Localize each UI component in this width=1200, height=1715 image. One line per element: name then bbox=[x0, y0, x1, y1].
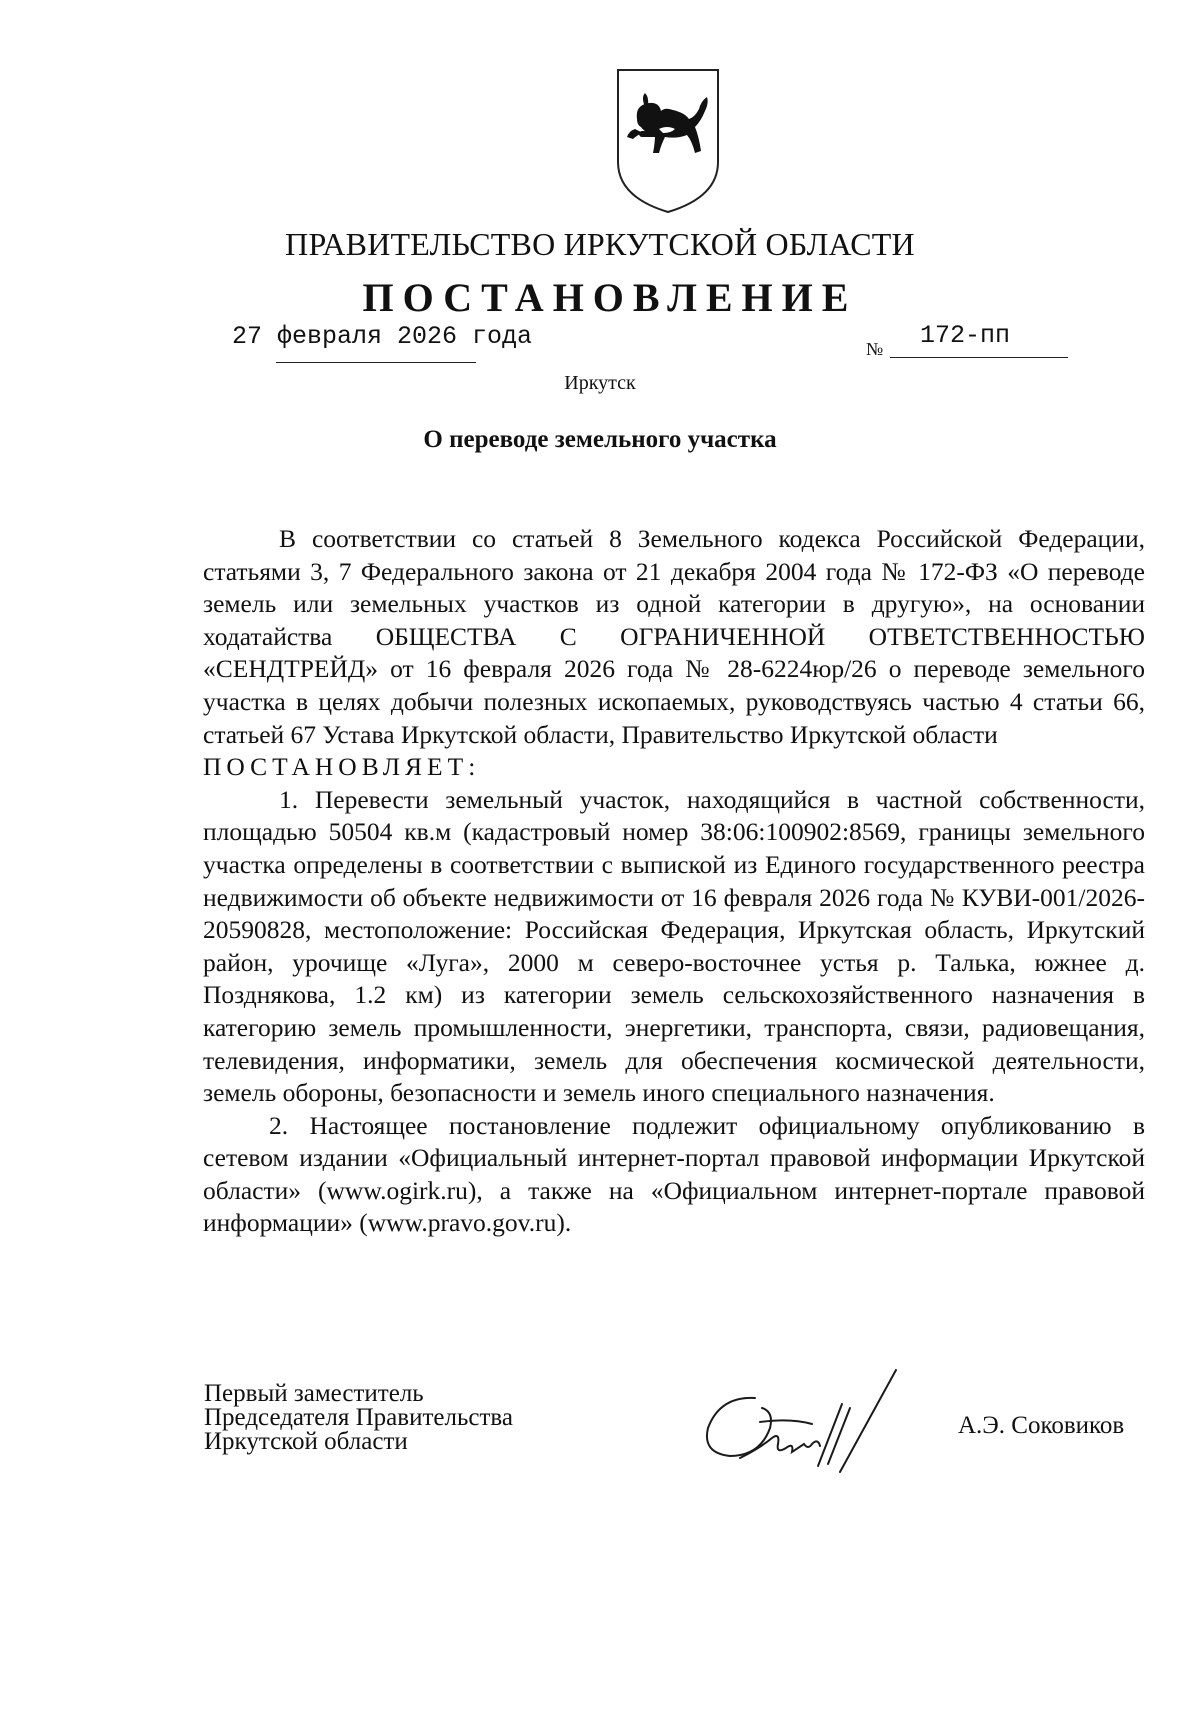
handwritten-signature bbox=[700, 1368, 905, 1476]
item-2-paragraph: 2. Настоящее постановление подлежит официальному опубликованию в сетевом издании «Официальный интернет-портал правовой информации Иркутской области» (www.ogirk.ru), а также на «Официальном интернет-портале правовой информации» (www.pravo.gov.ru). bbox=[203, 1110, 1145, 1238]
city-name: Иркутск bbox=[564, 372, 636, 394]
number-sign: № bbox=[866, 339, 884, 359]
item-1-paragraph: 1. Перевести земельный участок, находящийся в частной собственности, площадью 50504 кв.м (кадастровый номер 38:06:100902:8569, границы земельного участка определены в соответствии с выпиской из Единого государственного реестра недвижимости об объекте недвижимости от 16 февраля 2026 года № КУВИ-001/2026-20590828, местоположение: Российская Федерация, Иркутская область, Иркутский район, урочище «Луга», 2000 м северо-восточнее устья р. Талька, южнее д. Позднякова, 1.2 км) из категории земель сельскохозяйственного назначения в категорию земель промышленности, энергетики, транспорта, связи, радиовещания, телевидения, информатики, земель для обеспечения космической деятельности, земель обороны, безопасности и земель иного специального назначения. bbox=[203, 784, 1145, 1108]
signer-position-line: Первый заместитель bbox=[204, 1380, 424, 1407]
number-underline bbox=[890, 357, 1068, 358]
document-date: 27 февраля 2026 года bbox=[232, 322, 533, 351]
signer-position-line: Иркутской области bbox=[204, 1428, 408, 1455]
date-underline bbox=[276, 362, 476, 363]
document-title: О переводе земельного участка bbox=[423, 426, 777, 453]
government-name: ПРАВИТЕЛЬСТВО ИРКУТСКОЙ ОБЛАСТИ bbox=[285, 226, 915, 262]
signer-position bbox=[204, 1382, 513, 1454]
document-number: 172-пп bbox=[920, 321, 1011, 350]
preamble-paragraph: В соответствии со статьей 8 Земельного кодекса Российской Федерации, статьями 3, 7 Федерального закона от 21 декабря 2004 года № 172-ФЗ «О переводе земель или земельных участков из одной категории в другую», на основании ходатайства ОБЩЕСТВА С ОГРАНИЧЕННОЙ ОТВЕТСТВЕННОСТЬЮ «СЕНДТРЕЙД» от 16 февраля 2026 года № 28-6224юр/26 о переводе земельного участка в целях добычи полезных ископаемых, руководствуясь частью 4 статьи 66, статьей 67 Устава Иркутской области, Правительство Иркутской области bbox=[203, 524, 1145, 749]
document-type: ПОСТАНОВЛЕНИЕ bbox=[362, 275, 858, 320]
signer-name: А.Э. Соковиков bbox=[958, 1412, 1125, 1439]
signer-position-line: Председателя Правительства bbox=[204, 1404, 513, 1431]
document-body bbox=[203, 523, 1145, 1240]
coat-of-arms-icon bbox=[615, 67, 721, 215]
decree-word: ПОСТАНОВЛЯЕТ: bbox=[203, 752, 481, 782]
